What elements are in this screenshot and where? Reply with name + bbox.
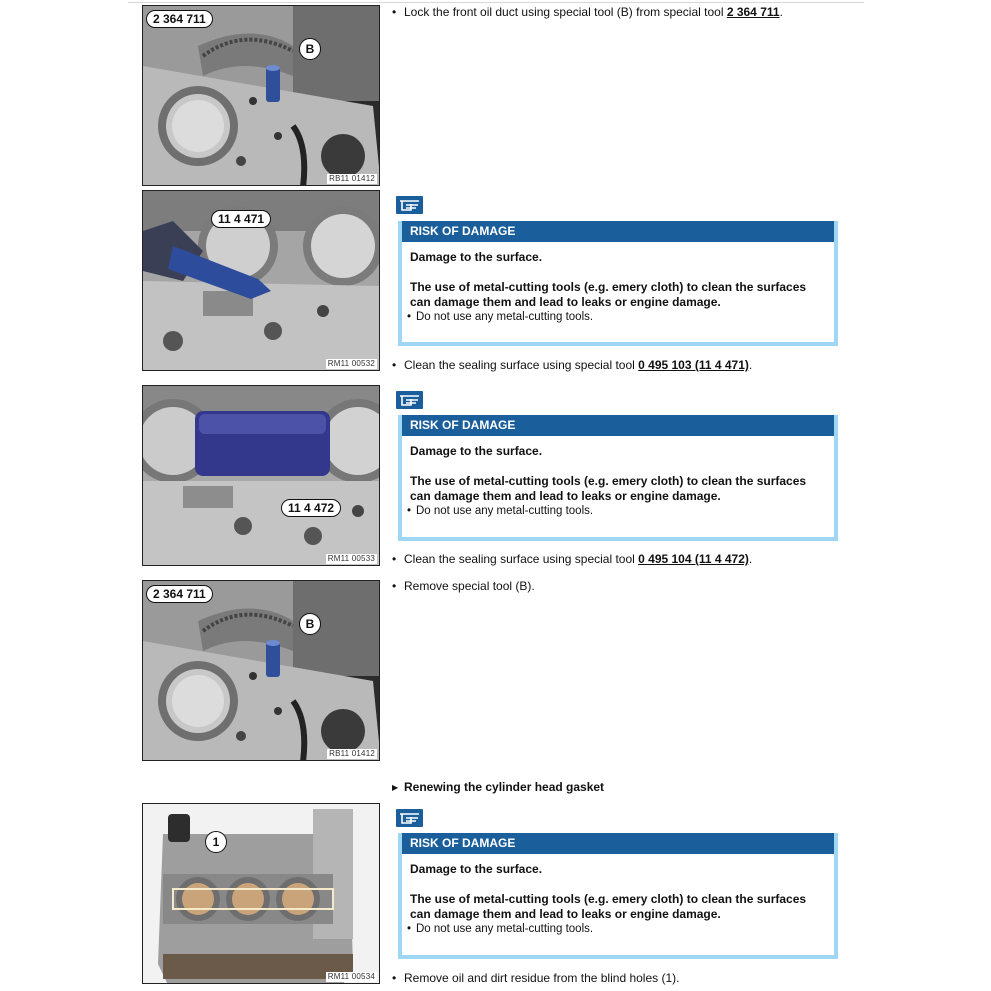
bullet: •: [392, 971, 397, 985]
figure-cylinder-head-blind-holes: [142, 803, 380, 984]
arrow-right-icon: ▶: [392, 783, 399, 792]
warning-bullet: • Do not use any metal-cutting tools.: [407, 923, 594, 935]
warning-risk-of-damage: [398, 415, 838, 541]
engine-block-illustration: [143, 6, 380, 186]
warning-line-2: The use of metal-cutting tools (e.g. emery cloth) to clean the surfaces can damage them and lead to leaks or engine damage.: [410, 892, 807, 921]
step-remove-oil-residue: [392, 971, 679, 986]
warning-bullet: • Do not use any metal-cutting tools.: [407, 311, 594, 323]
figure-clean-sealing-surface-1: [142, 190, 380, 371]
warning-line-2: The use of metal-cutting tools (e.g. emery cloth) to clean the surfaces can damage them and lead to leaks or engine damage.: [410, 474, 807, 503]
warning-risk-of-damage: [398, 833, 838, 959]
step-text: Lock the front oil duct using special tool (B) from special tool: [404, 5, 727, 19]
warning-line-2: The use of metal-cutting tools (e.g. emery cloth) to clean the surfaces can damage them and lead to leaks or engine damage.: [410, 280, 807, 309]
page-top-rule: [128, 2, 864, 3]
step-text: Clean the sealing surface using special tool: [404, 358, 639, 372]
step-remove-special-tool: [392, 579, 535, 594]
warning-bullet: • Do not use any metal-cutting tools.: [407, 505, 594, 517]
pointing-hand-icon: [396, 391, 423, 409]
step-clean-sealing-2: • Clean the sealing surface using special tool 0 495 104 (11 4 472).: [392, 552, 753, 566]
bullet: •: [392, 579, 397, 593]
figure-oil-duct-lock: [142, 5, 380, 186]
warning-line-1: Damage to the surface.: [410, 444, 543, 458]
step-clean-sealing-1: • Clean the sealing surface using special tool 0 495 103 (11 4 471).: [392, 358, 753, 372]
tool-number-label: 11 4 471: [211, 210, 271, 228]
abrasive-block-illustration: [143, 386, 380, 566]
callout-1: 1: [205, 831, 227, 853]
warning-title: RISK OF DAMAGE: [402, 415, 834, 436]
warning-title: RISK OF DAMAGE: [402, 221, 834, 242]
cylinder-head-illustration: [143, 804, 380, 984]
figure-code: RM11 00533: [327, 554, 375, 563]
tool-number-label: 2 364 711: [146, 585, 213, 603]
callout-b: B: [299, 38, 321, 60]
warning-title: RISK OF DAMAGE: [402, 833, 834, 854]
tool-link[interactable]: 0 495 104 (11 4 472): [638, 552, 749, 566]
tool-link[interactable]: 0 495 103 (11 4 471): [638, 358, 749, 372]
pointing-hand-icon: [396, 809, 423, 827]
figure-code: RM11 00532: [327, 359, 375, 368]
callout-b: B: [299, 613, 321, 635]
engine-block-illustration: [143, 581, 380, 761]
bullet: •: [392, 5, 397, 19]
figure-code: RB11 01412: [329, 174, 375, 183]
bullet: •: [392, 358, 397, 372]
figure-remove-special-tool: [142, 580, 380, 761]
step-text: Clean the sealing surface using special tool: [404, 552, 639, 566]
warning-risk-of-damage: [398, 221, 838, 346]
tool-number-label: 11 4 472: [281, 499, 341, 517]
tool-link[interactable]: 2 364 711: [726, 5, 780, 19]
figure-clean-sealing-surface-2: [142, 385, 380, 566]
pointing-hand-icon: [396, 196, 423, 214]
tool-number-label: 2 364 711: [146, 10, 213, 28]
figure-code: RB11 01412: [329, 749, 375, 758]
warning-line-1: Damage to the surface.: [410, 250, 543, 264]
warning-line-1: Damage to the surface.: [410, 862, 543, 876]
section-heading: ▶ Renewing the cylinder head gasket: [392, 780, 605, 794]
figure-code: RM11 00534: [327, 972, 375, 981]
step-lock-oil-duct: • Lock the front oil duct using special tool (B) from special tool 2 364 711.: [392, 5, 783, 19]
bullet: •: [392, 552, 397, 566]
step-text: Remove oil and dirt residue from the blind holes (1).: [404, 971, 680, 985]
step-text: Remove special tool (B).: [404, 579, 535, 593]
